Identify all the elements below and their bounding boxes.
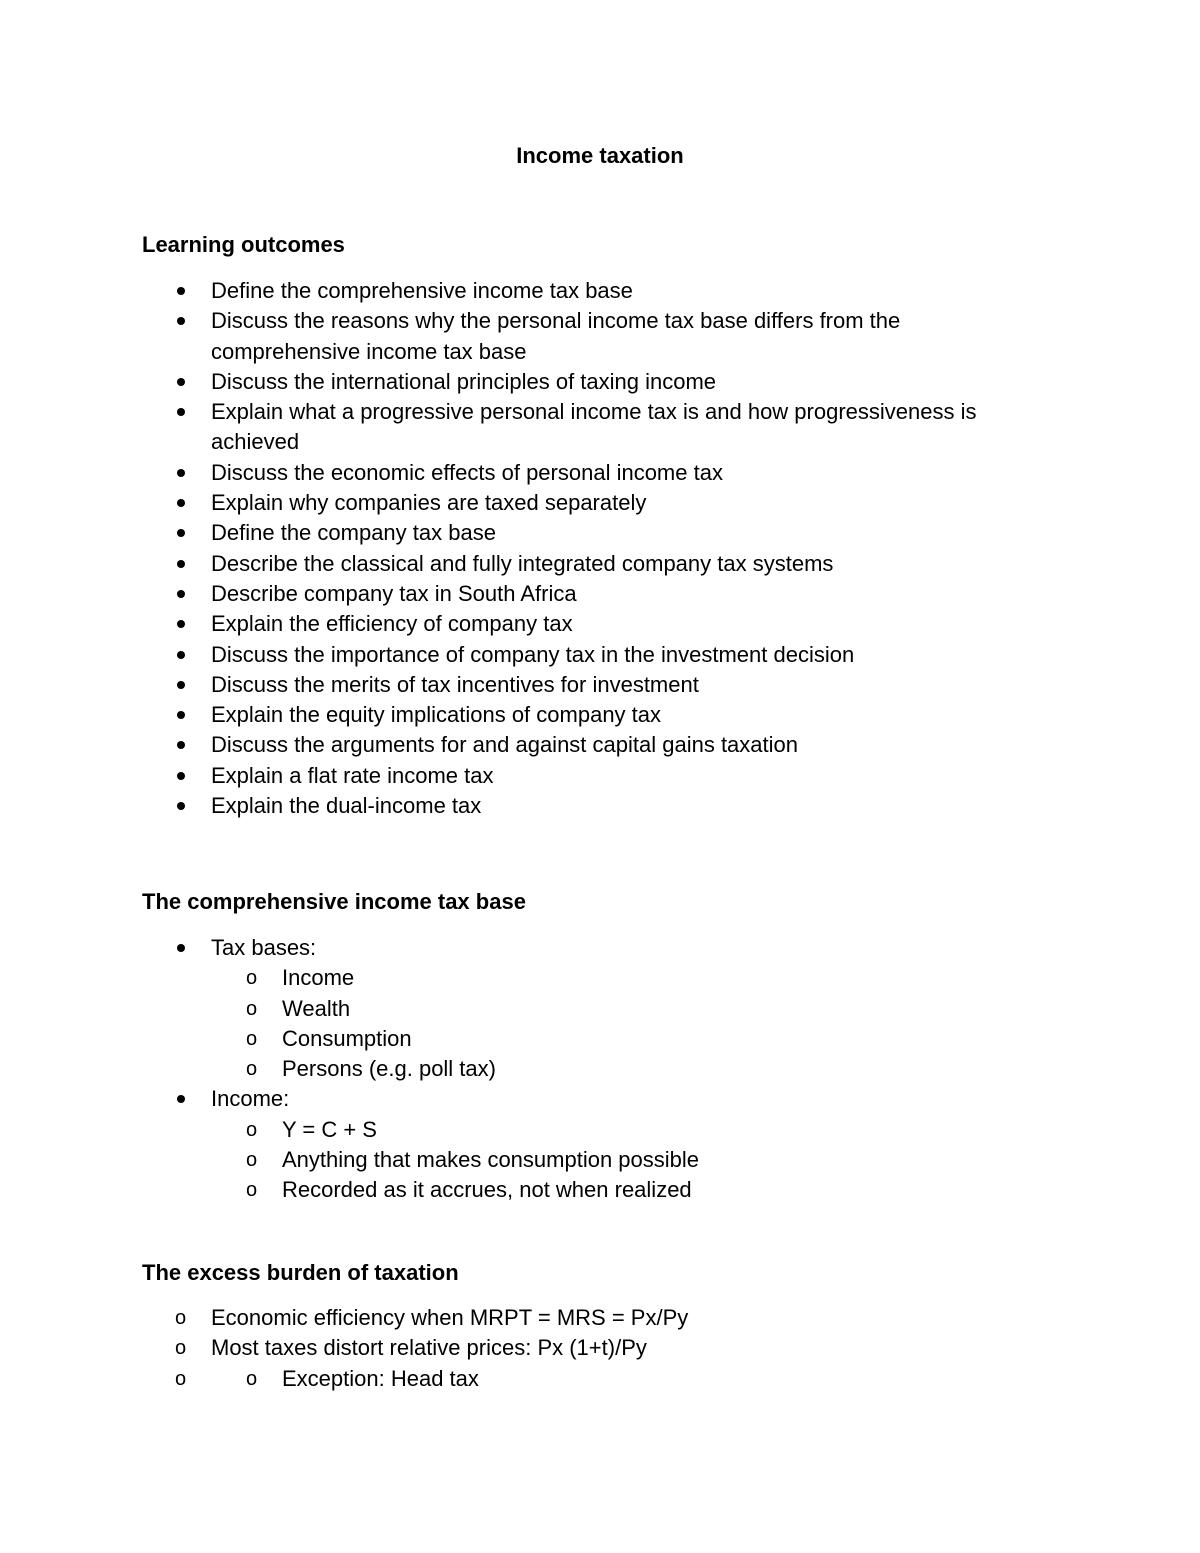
list-item: Discuss the merits of tax incentives for investment (211, 670, 1071, 700)
list-item: Discuss the reasons why the personal income tax base differs from the comprehensive income tax base (211, 306, 1051, 367)
list-item: Explain the dual-income tax (211, 791, 1071, 821)
list-item (211, 1364, 1071, 1394)
sub-list-item: o Income (282, 963, 1071, 993)
learning-outcomes-heading: Learning outcomes (142, 232, 345, 257)
excess-burden-heading: The excess burden of taxation (142, 1260, 459, 1285)
list-item: Explain the efficiency of company tax (211, 609, 1071, 639)
list-item: Discuss the arguments for and against capital gains taxation (211, 730, 1071, 760)
comprehensive-income-list (211, 933, 1071, 1206)
income-label: Income: (211, 1086, 290, 1112)
list-item: Explain what a progressive personal income tax is and how progressiveness is achieved (211, 397, 1051, 458)
list-item: Explain the equity implications of company tax (211, 700, 1071, 730)
income-sublist (211, 1115, 1071, 1206)
sub-list-item: o Wealth (282, 994, 1071, 1024)
sub-list-item: o Persons (e.g. poll tax) (282, 1054, 1071, 1084)
list-item: Define the company tax base (211, 518, 1071, 548)
list-item: Discuss the economic effects of personal income tax (211, 458, 1071, 488)
excess-burden-list (211, 1303, 1071, 1394)
list-item: Define the comprehensive income tax base (211, 276, 1071, 306)
sub-list-item: o Recorded as it accrues, not when realized (282, 1175, 1071, 1205)
learning-outcomes-list (211, 276, 1071, 821)
list-item: Discuss the international principles of taxing income (211, 367, 1071, 397)
list-item: o Most taxes distort relative prices: Px (1+t)/Py (211, 1333, 1071, 1363)
tax-bases-sublist (211, 963, 1071, 1084)
list-item: Describe company tax in South Africa (211, 579, 1071, 609)
tax-bases-label: Tax bases: (211, 935, 317, 960)
sub-list-item: o o Exception: Head tax (282, 1364, 1071, 1394)
list-item: Explain why companies are taxed separately (211, 488, 1071, 518)
list-item: Describe the classical and fully integrated company tax systems (211, 549, 1071, 579)
comprehensive-income-heading: The comprehensive income tax base (142, 889, 526, 914)
list-item: o Economic efficiency when MRPT = MRS = Px/Py (211, 1303, 1071, 1333)
sub-list-item: o Y = C + S (282, 1115, 1071, 1145)
document-title: Income taxation (516, 143, 684, 168)
sub-list-item: o Anything that makes consumption possible (282, 1145, 1071, 1175)
list-item (211, 1084, 1071, 1205)
list-item: Explain a flat rate income tax (211, 761, 1071, 791)
excess-burden-sublist (211, 1364, 1071, 1394)
list-item (211, 933, 1071, 1084)
sub-list-item: o Consumption (282, 1024, 1071, 1054)
list-item: Discuss the importance of company tax in the investment decision (211, 640, 1071, 670)
